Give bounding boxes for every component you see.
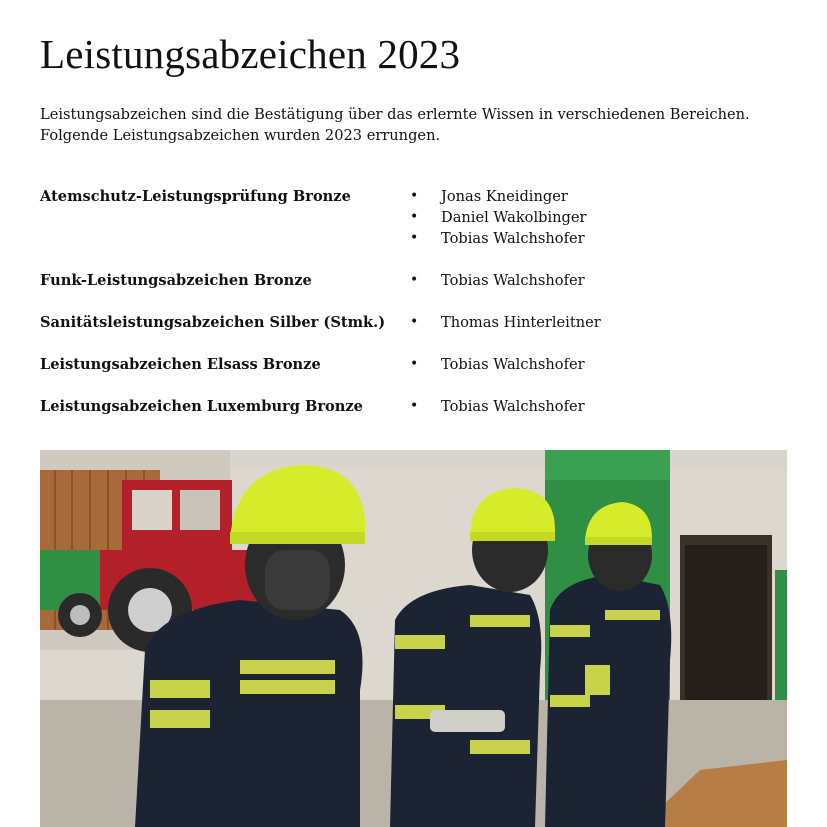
- award-name: Leistungsabzeichen Elsass Bronze: [40, 356, 321, 373]
- firefighters-photo: [40, 450, 787, 827]
- recipient: • Tobias Walchshofer: [410, 270, 800, 291]
- award-elsass: [40, 354, 800, 375]
- award-name: Sanitätsleistungsabzeichen Silber (Stmk.): [40, 314, 386, 331]
- award-name: Atemschutz-Leistungsprüfung Bronze: [40, 188, 351, 205]
- intro-line-1: Leistungsabzeichen sind die Bestätigung über das erlernte Wissen in verschiedenen Bereichen.: [40, 106, 750, 123]
- recipient: • Tobias Walchshofer: [410, 228, 800, 249]
- intro-text: [40, 104, 800, 146]
- recipient: • Jonas Kneidinger: [410, 186, 800, 207]
- awards-list: [40, 186, 800, 438]
- recipient: • Tobias Walchshofer: [410, 396, 800, 417]
- intro-line-2: Folgende Leistungsabzeichen wurden 2023 errungen.: [40, 127, 441, 144]
- recipient: • Tobias Walchshofer: [410, 354, 800, 375]
- recipient: • Daniel Wakolbinger: [410, 207, 800, 228]
- award-name: Leistungsabzeichen Luxemburg Bronze: [40, 398, 363, 415]
- award-sanitaet: [40, 312, 800, 333]
- recipient: • Thomas Hinterleitner: [410, 312, 800, 333]
- award-atemschutz: [40, 186, 800, 249]
- photo-illustration: [40, 450, 787, 827]
- award-funk: [40, 270, 800, 291]
- page-title: Leistungsabzeichen 2023: [40, 31, 461, 77]
- award-name: Funk-Leistungsabzeichen Bronze: [40, 272, 312, 289]
- award-luxemburg: [40, 396, 800, 417]
